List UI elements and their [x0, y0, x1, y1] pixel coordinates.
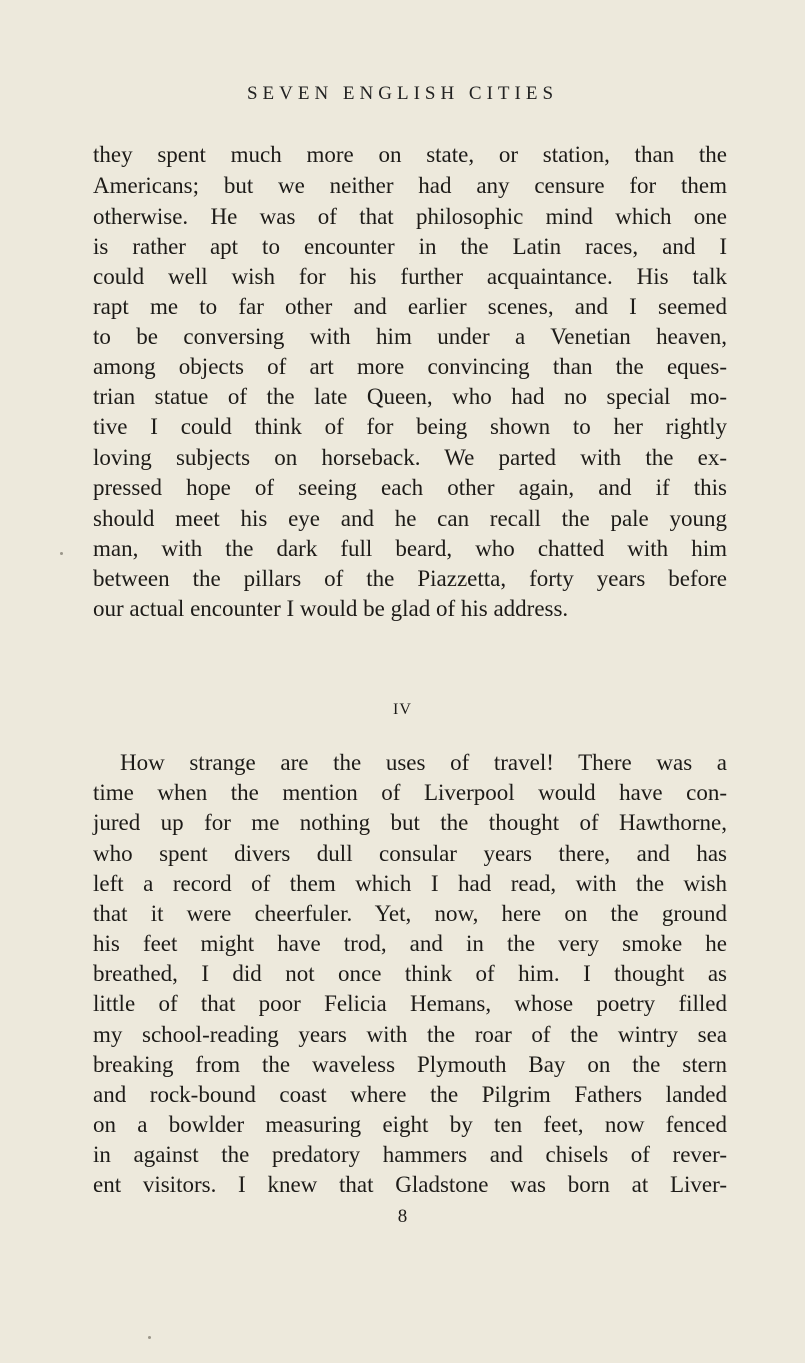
- text-line: my school-reading years with the roar of the wintry sea: [93, 1022, 727, 1047]
- text-line: time when the mention of Liverpool would have con-: [93, 780, 727, 805]
- text-line: jured up for me nothing but the thought of Hawthorne,: [93, 810, 727, 835]
- text-line: that it were cheerfuler. Yet, now, here on the ground: [93, 901, 727, 926]
- text-line: loving subjects on horseback. We parted with the ex-: [93, 445, 727, 470]
- text-line: could well wish for his further acquaintance. His talk: [93, 264, 727, 289]
- text-line: man, with the dark full beard, who chatted with him: [93, 536, 727, 561]
- paper-speck: [60, 552, 63, 555]
- section-heading: IV: [393, 701, 412, 718]
- text-line: in against the predatory hammers and chisels of rever-: [93, 1142, 727, 1167]
- text-line: who spent divers dull consular years there, and has: [93, 841, 727, 866]
- text-line: between the pillars of the Piazzetta, forty years before: [93, 566, 727, 591]
- text-line: left a record of them which I had read, with the wish: [93, 871, 727, 896]
- text-line: his feet might have trod, and in the very smoke he: [93, 931, 727, 956]
- paper-speck: [148, 1336, 151, 1339]
- text-line: rapt me to far other and earlier scenes, and I seemed: [93, 294, 727, 319]
- text-line: Americans; but we neither had any censure for them: [93, 173, 727, 198]
- page-number: 8: [397, 1206, 408, 1227]
- text-line: ent visitors. I knew that Gladstone was born at Liver-: [93, 1172, 727, 1197]
- running-head: SEVEN ENGLISH CITIES: [246, 83, 559, 104]
- text-line: otherwise. He was of that philosophic mind which one: [93, 204, 727, 229]
- text-line: among objects of art more convincing than the eques-: [93, 354, 727, 379]
- text-line: our actual encounter I would be glad of his address.: [93, 596, 569, 621]
- text-line: pressed hope of seeing each other again, and if this: [93, 475, 727, 500]
- text-line: should meet his eye and he can recall the pale young: [93, 506, 727, 531]
- text-line: tive I could think of for being shown to her rightly: [93, 414, 727, 439]
- text-line: and rock-bound coast where the Pilgrim Fathers landed: [93, 1082, 727, 1107]
- text-line: to be conversing with him under a Venetian heaven,: [93, 324, 727, 349]
- text-line: is rather apt to encounter in the Latin races, and I: [93, 234, 727, 259]
- text-line: breathed, I did not once think of him. I thought as: [93, 961, 727, 986]
- text-line: they spent much more on state, or station, than the: [93, 142, 727, 167]
- text-line: How strange are the uses of travel! There was a: [120, 750, 727, 775]
- text-line: little of that poor Felicia Hemans, whose poetry filled: [93, 991, 727, 1016]
- text-line: on a bowlder measuring eight by ten feet, now fenced: [93, 1112, 727, 1137]
- text-line: breaking from the waveless Plymouth Bay on the stern: [93, 1052, 727, 1077]
- text-line: trian statue of the late Queen, who had no special mo-: [93, 384, 727, 409]
